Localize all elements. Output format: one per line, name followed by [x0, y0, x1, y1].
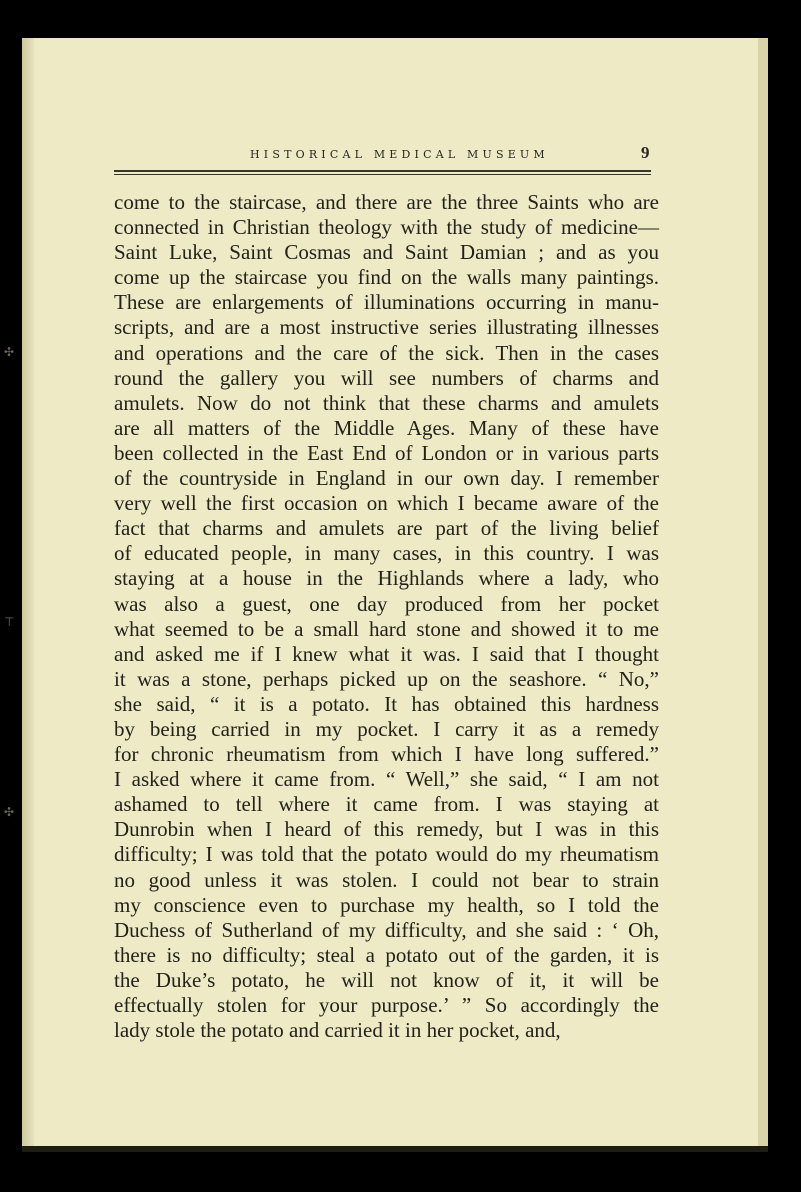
page-gutter	[22, 38, 34, 1146]
text-line: scripts, and are a most instructive series illustrating illnesses	[114, 315, 659, 340]
text-line: Saint Luke, Saint Cosmas and Saint Damian ; and as you	[114, 240, 659, 265]
text-line: and operations and the care of the sick. Then in the cases	[114, 340, 659, 365]
text-line: staying at a house in the Highlands where a lady, who	[114, 566, 659, 591]
page-bottom-edge	[22, 1146, 768, 1152]
text-line: the Duke’s potato, he will not know of it, it will be	[114, 967, 659, 992]
text-line: Dunrobin when I heard of this remedy, but I was in this	[114, 817, 659, 842]
text-line: very well the first occasion on which I became aware of the	[114, 491, 659, 516]
text-line: my conscience even to purchase my health, so I told the	[114, 892, 659, 917]
text-line: of the countryside in England in our own day. I remember	[114, 466, 659, 491]
text-line: are all matters of the Middle Ages. Many of these have	[114, 415, 659, 440]
text-line: These are enlargements of illuminations occurring in manu-	[114, 290, 659, 315]
header-rule-thin	[114, 174, 651, 175]
page-number: 9	[641, 143, 650, 162]
text-line: round the gallery you will see numbers of charms and	[114, 365, 659, 390]
text-line: no good unless it was stolen. I could not bear to strain	[114, 867, 659, 892]
text-line: and asked me if I knew what it was. I said that I thought	[114, 641, 659, 666]
text-line: difficulty; I was told that the potato would do my rheumatism	[114, 842, 659, 867]
text-line: effectually stolen for your purpose.’ ” So accordingly the	[114, 993, 659, 1017]
body-text	[114, 190, 659, 1043]
text-line: it was a stone, perhaps picked up on the seashore. “ No,”	[114, 666, 659, 691]
text-line: fact that charms and amulets are part of the living belief	[114, 516, 659, 541]
text-line: of educated people, in many cases, in this country. I was	[114, 541, 659, 566]
text-line: ashamed to tell where it came from. I was staying at	[114, 792, 659, 817]
text-line: lady stole the potato and carried it in her pocket, and,	[114, 1018, 561, 1043]
running-head: HISTORICAL MEDICAL MUSEUM	[250, 148, 549, 161]
margin-mark: ⊤	[4, 615, 15, 629]
text-line: by being carried in my pocket. I carry it as a remedy	[114, 716, 659, 741]
text-line: Duchess of Sutherland of my difficulty, and she said : ‘ Oh,	[114, 917, 659, 942]
margin-mark: ✣	[4, 345, 15, 359]
text-line: she said, “ it is a potato. It has obtained this hardness	[114, 691, 659, 716]
margin-mark: ✣	[4, 805, 15, 819]
text-line: there is no difficulty; steal a potato out of the garden, it is	[114, 942, 659, 967]
text-line: amulets. Now do not think that these charms and amulets	[114, 390, 659, 415]
text-line: I asked where it came from. “ Well,” she said, “ I am not	[114, 767, 659, 792]
header-rule	[114, 170, 651, 172]
text-line: connected in Christian theology with the study of medicine—	[114, 215, 659, 240]
text-line: come to the staircase, and there are the three Saints who are	[114, 190, 659, 214]
text-line: what seemed to be a small hard stone and showed it to me	[114, 616, 659, 641]
text-line: for chronic rheumatism from which I have long suffered.”	[114, 742, 659, 767]
text-line: was also a guest, one day produced from her pocket	[114, 591, 659, 616]
text-line: been collected in the East End of London or in various parts	[114, 440, 659, 465]
text-line: come up the staircase you find on the walls many paintings.	[114, 265, 659, 290]
